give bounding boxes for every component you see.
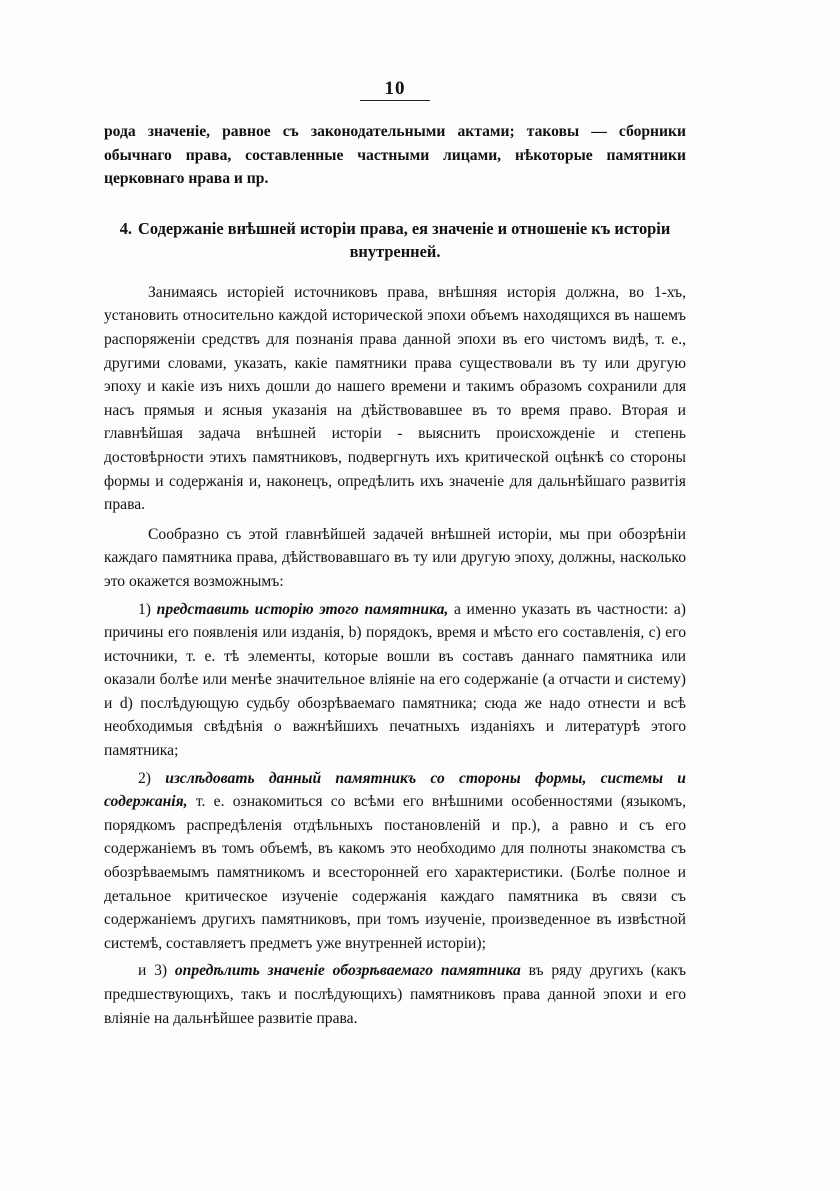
item-text: а именно указать въ частности: а) причины его появленія или изданія, b) порядокъ, время и мѣсто его составленія, с) его источники, т. е. тѣ элементы, которые вошли въ составъ даннаго памятника или оказали болѣе или менѣе значительное вліяніе на его содержаніе (а отчасти и систему) и d) послѣдующую судьбу обозрѣваемаго памятника; сюда же надо отнести и всѣ необходимыя свѣдѣнія о важнѣйшихъ печатныхъ изданіяхъ и литературѣ этого памятника; xyxy=(104,600,687,760)
item-text: т. е. ознакомиться со всѣми его внѣшними особенностями (языкомъ, порядкомъ распредѣленія отдѣльныхъ постановленій и пр.), а равно и съ его содержаніемъ въ томъ объемѣ, въ какомъ это необходимо для полноты знакомства съ обозрѣваемымъ памятникомъ и всесторонней его характеристики. (Болѣе полное и детальное критическое изученіе содержанія каждаго памятника въ связи съ содержаніемъ другихъ памятниковъ, при томъ изученіе, произведенное въ извѣстной системѣ, составляетъ предметъ уже внутренней исторіи); xyxy=(104,793,686,952)
paragraph-method: Сообразно съ этой главнѣйшей задачей внѣшней исторіи, мы при обозрѣніи каждаго памятника права, дѣйствовавшаго въ ту или другую эпоху, должны, насколько это окажется возможнымъ: xyxy=(104,525,686,590)
item-emphasis: изслѣдовать данный памятникъ со стороны формы, системы и содержанія, xyxy=(104,769,686,811)
item-marker: 2) xyxy=(138,769,151,787)
item-marker: и 3) xyxy=(138,962,168,980)
list-item-3 xyxy=(104,959,686,1030)
item-marker: 1) xyxy=(138,600,151,618)
list-item-2 xyxy=(104,767,686,956)
paragraph-tasks: Занимаясь исторіей источниковъ права, внѣшняя исторія должна, во 1-хъ, установить относительно каждой исторической эпохи объемъ находящихся въ нашемъ распоряженіи средствъ для познанія права данной эпохи въ его чистомъ видѣ, т. е., другими словами, указать, какіе памятники права существовали въ ту или другую эпоху и какіе изъ нихъ дошли до нашего времени и такимъ образомъ сохранили для насъ прямыя и ясныя указанія на дѣйствовавшее въ то время право. Вторая и главнѣйшая задача внѣшней исторіи - выяснить происхожденіе и степень достовѣрности этихъ памятниковъ, подвергнуть ихъ критической оцѣнкѣ со стороны формы и содержанія и, наконецъ, опредѣлить ихъ значеніе для дальнѣйшаго развитія права. xyxy=(104,283,686,514)
item-text: въ ряду другихъ (какъ предшествующихъ, такъ и послѣдующихъ) памятниковъ права данной эпохи и его вліяніе на дальнѣйшее развитіе права. xyxy=(104,962,687,1027)
item-emphasis: опредѣлить значеніе обозрѣваемаго памятника xyxy=(174,962,521,980)
intro-paragraph: рода значеніе, равное съ законодательными актами; таковы — сборники обычнаго права, составленные частными лицами, нѣкоторые памятники церковнаго нрава и пр. xyxy=(104,123,686,188)
item-emphasis: представить исторію этого памятника, xyxy=(156,600,449,618)
page-body xyxy=(104,120,686,1030)
list-item-1 xyxy=(104,598,686,763)
page-number: 10 xyxy=(360,78,430,101)
section-heading xyxy=(104,217,686,263)
section-number: 4. xyxy=(119,218,133,238)
section-title: Содержаніе внѣшней исторіи права, ея значеніе и отношеніе къ исторіи внутренней. xyxy=(138,218,671,261)
